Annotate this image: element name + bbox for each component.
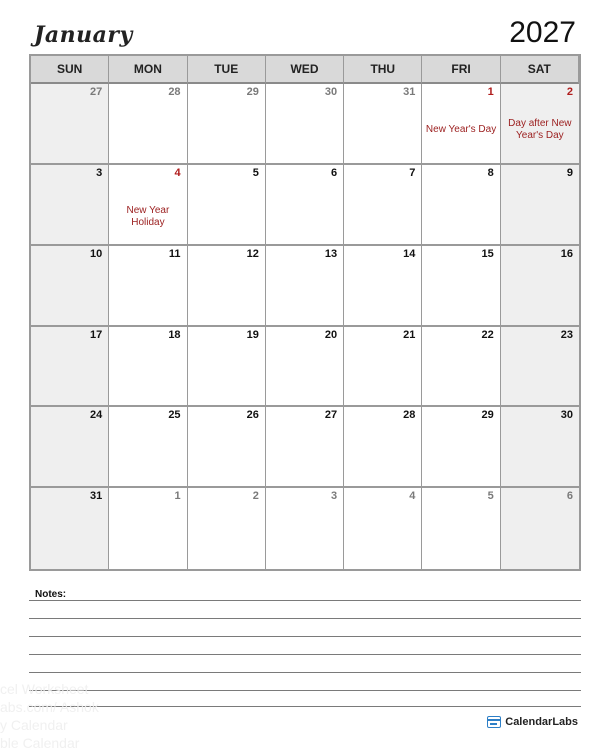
day-number: 31 [403,86,416,98]
day-number: 15 [481,247,494,260]
background-watermark [0,680,160,750]
notes-line [29,654,581,655]
day-cell[interactable] [109,84,187,165]
day-number: 22 [481,328,494,341]
weekday-header: MON [109,56,187,84]
day-cell[interactable] [188,246,266,327]
day-cell[interactable] [109,407,187,488]
day-number: 14 [403,247,416,260]
day-cell[interactable] [31,165,109,246]
day-number: 24 [90,409,103,422]
day-number: 19 [246,328,259,341]
day-cell[interactable] [266,488,344,569]
day-number: 23 [560,328,573,341]
day-cell[interactable] [188,84,266,165]
weekday-header: SAT [501,56,579,84]
day-number: 10 [90,247,103,260]
weekday-header: FRI [422,56,500,84]
day-cell[interactable] [266,407,344,488]
day-cell[interactable] [422,407,500,488]
day-cell[interactable] [188,407,266,488]
day-cell[interactable] [109,246,187,327]
day-cell[interactable] [188,327,266,408]
day-number: 28 [403,409,416,422]
day-number: 21 [403,328,416,341]
day-number: 9 [566,166,573,179]
day-cell[interactable] [501,84,579,165]
day-cell[interactable] [266,327,344,408]
day-number: 12 [246,247,259,260]
day-number: 26 [246,409,259,422]
watermark-text: ble Calendar [0,735,80,750]
day-cell[interactable] [266,246,344,327]
day-cell[interactable] [31,327,109,408]
day-cell[interactable] [422,488,500,569]
day-number: 27 [324,409,338,422]
holiday-event: New Year's Day [425,124,497,135]
calendar-icon [487,716,501,728]
day-cell[interactable] [109,165,187,246]
day-number: 2 [566,86,573,98]
brand-logo [487,716,578,728]
day-cell[interactable] [501,407,579,488]
day-number: 30 [560,409,573,422]
day-cell[interactable] [422,84,500,165]
day-number: 29 [481,409,494,422]
day-cell[interactable] [188,488,266,569]
day-cell[interactable] [344,84,422,165]
day-number: 31 [90,490,103,503]
day-number: 4 [409,490,416,503]
day-number: 27 [90,86,103,98]
day-cell[interactable] [188,165,266,246]
day-number: 4 [174,166,181,179]
year-title: 2027 [509,16,576,49]
holiday-event: Day after New Year's Day [508,118,572,141]
month-title: January [34,22,133,48]
watermark-text: cel Worksheet [0,681,89,697]
day-cell[interactable] [31,488,109,569]
day-cell[interactable] [344,488,422,569]
calendar-grid [29,54,581,571]
day-number: 29 [246,86,259,98]
day-cell[interactable] [422,165,500,246]
weekday-header: SUN [31,56,109,84]
day-number: 11 [168,247,181,260]
day-number: 8 [487,166,494,179]
notes-line [29,600,581,601]
day-number: 18 [168,328,181,341]
day-cell[interactable] [501,327,579,408]
day-cell[interactable] [109,488,187,569]
day-cell[interactable] [422,246,500,327]
day-cell[interactable] [344,407,422,488]
day-cell[interactable] [344,165,422,246]
weekday-header: THU [344,56,422,84]
day-number: 28 [168,86,181,98]
weekday-header: WED [266,56,344,84]
watermark-text: y Calendar [0,717,68,733]
day-cell[interactable] [501,165,579,246]
day-cell[interactable] [31,407,109,488]
day-number: 13 [324,247,338,260]
day-number: 25 [168,409,181,422]
day-number: 1 [174,490,181,503]
day-number: 16 [560,247,573,260]
day-cell[interactable] [344,327,422,408]
day-number: 3 [96,166,103,179]
day-cell[interactable] [109,327,187,408]
day-number: 7 [409,166,416,179]
day-number: 6 [331,166,338,179]
day-cell[interactable] [344,246,422,327]
watermark-text: abs.com/ Ashok [0,699,99,715]
weekday-header: TUE [188,56,266,84]
notes-line [29,636,581,637]
day-number: 2 [252,490,259,503]
day-cell[interactable] [31,84,109,165]
day-number: 30 [324,86,338,98]
day-number: 6 [566,490,573,503]
notes-line [29,672,581,673]
day-number: 20 [324,328,338,341]
notes-label: Notes: [35,589,67,600]
day-number: 1 [487,86,494,98]
day-number: 3 [331,490,338,503]
day-cell[interactable] [31,246,109,327]
day-cell[interactable] [501,488,579,569]
day-cell[interactable] [266,84,344,165]
brand-name: CalendarLabs [505,716,578,728]
holiday-event: New Year Holiday [126,204,170,228]
day-cell[interactable] [501,246,579,327]
day-number: 5 [487,490,494,503]
day-number: 5 [252,166,259,179]
notes-line [29,618,581,619]
day-cell[interactable] [422,327,500,408]
day-number: 17 [90,328,103,341]
calendar-header [30,10,582,52]
day-cell[interactable] [266,165,344,246]
